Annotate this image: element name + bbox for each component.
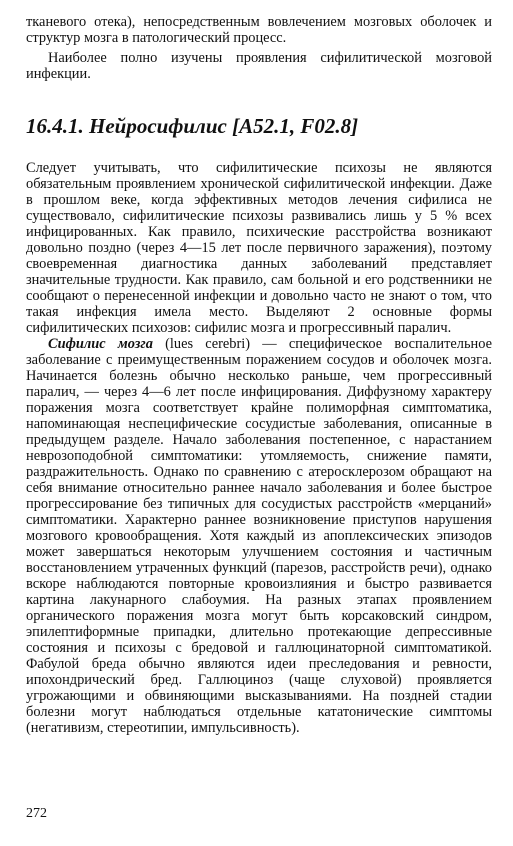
intro-paragraph: Наиболее полно изучены проявления сифилитической мозговой инфекции. [26, 50, 492, 82]
page-content [26, 14, 492, 736]
intro-paragraph-continued: тканевого отека), непосредственным вовлечением мозговых оболочек и структур мозга в патологический процесс. [26, 14, 492, 46]
brain-syphilis-text: (lues cerebri) — специфическое воспалительное заболевание с преимущественным поражением сосудов и оболочек мозга. Начинается болезнь обычно несколько раньше, чем прогрессивный паралич, — через 4—6 лет после инфицирования. Диффузному характеру поражения мозга соответствует крайне полиморфная симптоматика, напоминающая неспецифические сосудистые заболевания, описанные в предыдущем разделе. Начало заболевания постепенное, с нарастанием неврозоподобной симптоматики: утомляемость, снижение памяти, раздражительность. Однако по сравнению с атеросклерозом обращают на себя внимание относительно раннее начало заболевания и более быстрое прогрессирование без типичных для сосудистых расстройств «мерцаний» симптоматики. Характерно раннее возникновение приступов нарушения мозгового кровообращения. Хотя каждый из апоплексических эпизодов может завершаться некоторым улучшением состояния и частичным восстановлением утраченных функций (парезов, расстройств речи), однако вскоре наблюдаются повторные кровоизлияния и быстро развивается картина лакунарного слабоумия. На разных этапах проявлением органического поражения мозга могут быть корсаковский синдром, эпилептиформные припадки, длительно протекающие депрессивные состояния и психозы с бредовой и галлюцинаторной симптоматикой. Фабулой бреда обычно являются идеи преследования и ревности, ипохондрический бред. Галлюциноз (чаще слуховой) проявляется угрожающими и обвиняющими высказываниями. На поздней стадии болезни могут наблюдаться отдельные кататонические симптомы (негативизм, стереотипии, импульсивность). [26, 336, 492, 736]
brain-syphilis-paragraph [26, 336, 492, 736]
brain-syphilis-term: Сифилис мозга [48, 336, 153, 352]
general-paragraph: Следует учитывать, что сифилитические психозы не являются обязательным проявлением хронической сифилитической инфекции. Даже в прошлом веке, когда эффективных методов лечения сифилиса не существовало, сифилитические психозы развивались лишь у 5 % всех инфицированных. Как правило, психические расстройства возникают довольно поздно (через 4—15 лет после первичного заражения), поэтому своевременная диагностика данных заболеваний представляет значительные трудности. Как правило, сам больной и его родственники не сообщают о перенесенной инфекции и довольно часто не знают о том, что такая инфекция имела место. Выделяют 2 основные формы сифилитических психозов: сифилис мозга и прогрессивный паралич. [26, 160, 492, 336]
section-heading: 16.4.1. Нейросифилис [A52.1, F02.8] [26, 114, 359, 138]
page-number: 272 [26, 806, 47, 821]
